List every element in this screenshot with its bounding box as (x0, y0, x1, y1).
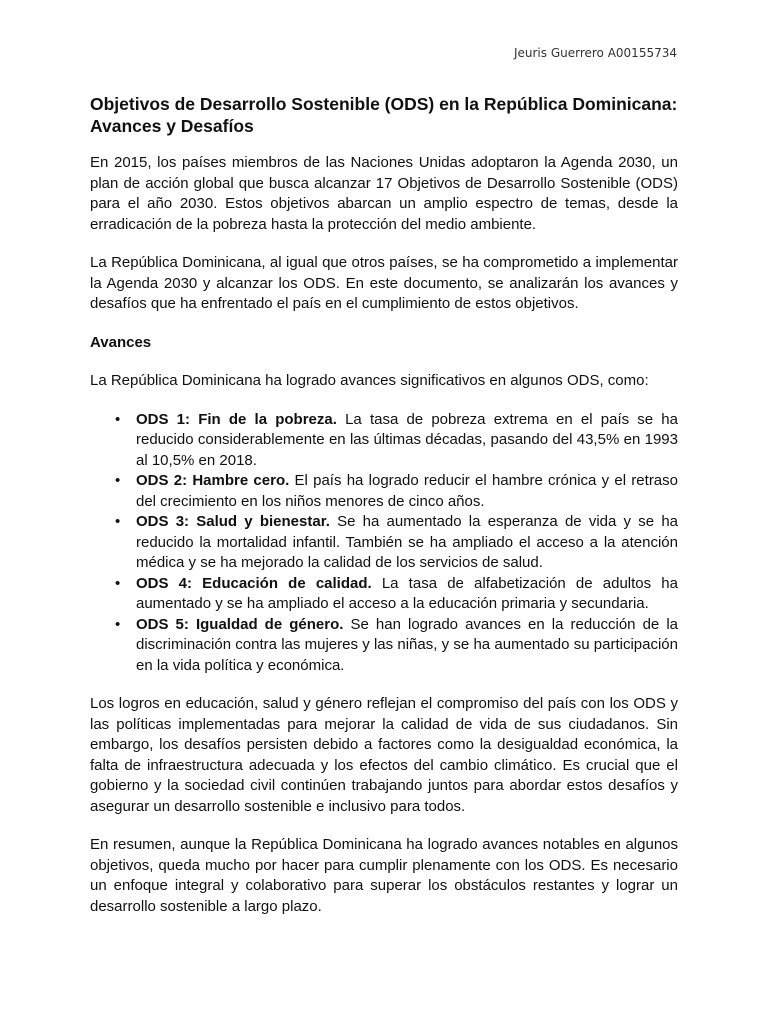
list-item-text: La tasa de pobreza extrema en el país se ha reducido considerablemente en las últimas décadas, pasando del 43,5% en 1993 al 10,5% en 2018. (136, 410, 678, 469)
list-item (115, 471, 678, 512)
bullet-icon: • (115, 472, 121, 489)
list-item (115, 574, 678, 615)
list-item-text: Se han logrado avances en la reducción de la discriminación contra las mujeres y las niñas, y se ha aumentado su participación en la vida política y económica. (136, 615, 678, 674)
document-title: Objetivos de Desarrollo Sostenible (ODS) en la República Dominicana: Avances y Desafíos (90, 94, 678, 136)
bullet-icon: • (115, 615, 121, 633)
bullet-icon: • (115, 574, 121, 592)
intro-paragraph-1: En 2015, los países miembros de las Naciones Unidas adoptaron la Agenda 2030, un plan de acción global que busca alcanzar 17 Objetivos de Desarrollo Sostenible (ODS) para el año 2030. Estos objetivos abarcan un amplio espectro de temas, desde la erradicación de la pobreza hasta la protección del medio ambiente. (90, 154, 678, 233)
author-header: Jeuris Guerrero A00155734 (513, 46, 677, 60)
list-item-text: Se ha aumentado la esperanza de vida y se ha reducido la mortalidad infantil. También se ha ampliado el acceso a la atención médica y se ha mejorado la calidad de los servicios de salud. (136, 513, 678, 571)
list-item-title: ODS 3: Salud y bienestar. (136, 513, 330, 530)
list-item-text: El país ha logrado reducir el hambre crónica y el retraso del crecimiento en los niños menores de cinco años. (136, 472, 678, 510)
list-item-text: La tasa de alfabetización de adultos ha aumentado y se ha ampliado el acceso a la educación primaria y secundaria. (136, 574, 678, 612)
closing-paragraph-1: Los logros en educación, salud y género reflejan el compromiso del país con los ODS y las políticas implementadas para mejorar la calidad de vida de sus ciudadanos. Sin embargo, los desafíos persisten debido a factores como la desigualdad económica, la falta de infraestructura adecuada y los efectos del cambio climático. Es crucial que el gobierno y la sociedad civil continúen trabajando juntos para abordar estos desafíos y asegurar un desarrollo sostenible e inclusivo para todos. (90, 695, 678, 815)
list-item (115, 615, 678, 677)
list-item-title: ODS 2: Hambre cero. (136, 472, 290, 489)
document-body (90, 93, 678, 935)
list-item-title: ODS 1: Fin de la pobreza. (136, 410, 337, 428)
section-intro: La República Dominicana ha logrado avances significativos en algunos ODS, como: (90, 372, 649, 389)
section-heading: Avances (90, 333, 152, 351)
closing-paragraph-2: En resumen, aunque la República Dominicana ha logrado avances notables en algunos objetivos, queda mucho por hacer para cumplir plenamente con los ODS. Es necesario un enfoque integral y colaborativo para superar los obstáculos restantes y lograr un desarrollo sostenible a largo plazo. (90, 836, 678, 915)
list-item (115, 512, 678, 574)
list-item (115, 410, 678, 472)
bullet-icon: • (115, 513, 121, 530)
intro-paragraph-2: La República Dominicana, al igual que otros países, se ha comprometido a implementar la Agenda 2030 y alcanzar los ODS. En este documento, se analizarán los avances y desafíos que ha enfrentado el país en el cumplimiento de estos objetivos. (90, 254, 678, 312)
bullet-icon: • (115, 410, 121, 428)
ods-list (90, 410, 678, 677)
list-item-title: ODS 4: Educación de calidad. (136, 574, 372, 592)
list-item-title: ODS 5: Igualdad de género. (136, 615, 344, 633)
